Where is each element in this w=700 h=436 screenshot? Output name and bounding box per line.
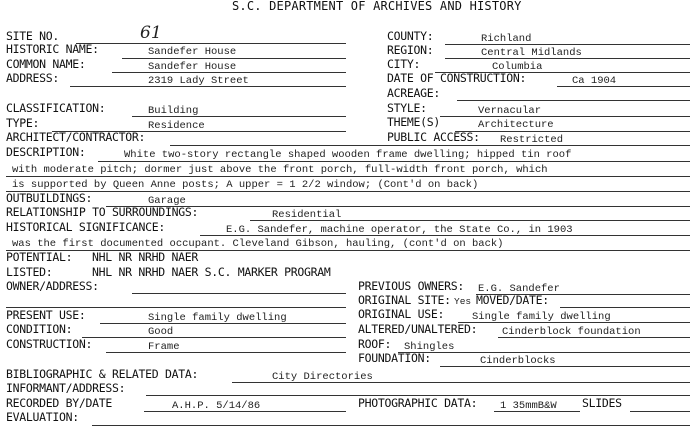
potential-options: NHL NR NRHD NAER — [92, 250, 198, 264]
common-name-value: Sandefer House — [148, 61, 237, 73]
historic-name-label: HISTORIC NAME: — [6, 42, 99, 56]
outbuildings-value: Garage — [148, 195, 186, 207]
style-line — [440, 116, 690, 117]
description-rule-2 — [6, 176, 690, 177]
relationship-label: RELATIONSHIP TO SURROUNDINGS: — [6, 205, 199, 219]
recorded-by-label: RECORDED BY/DATE — [6, 396, 112, 410]
foundation-line — [440, 366, 690, 367]
theme-label: THEME(S) — [387, 115, 440, 129]
date-of-construction-label: DATE OF CONSTRUCTION: — [387, 71, 527, 85]
roof-label: ROOF: — [358, 337, 392, 351]
description-rule-3 — [6, 191, 690, 192]
evaluation-line — [92, 425, 690, 426]
listed-options: NHL NR NRHD NAER S.C. MARKER PROGRAM — [92, 265, 331, 279]
present-use-value: Single family dwelling — [148, 312, 287, 324]
recorded-by-value: A.H.P. 5/14/86 — [172, 400, 261, 412]
region-line — [445, 58, 690, 59]
description-line-2: with moderate pitch; dormer just above the front porch, full-width front porch, which — [12, 164, 548, 176]
description-label: DESCRIPTION: — [6, 145, 86, 159]
photographic-data-label: PHOTOGRAPHIC DATA: — [358, 396, 478, 410]
historic-name-line — [122, 58, 346, 59]
owner-address-label: OWNER/ADDRESS: — [6, 279, 99, 293]
original-site-value: Yes — [454, 296, 472, 307]
public-access-value: Restricted — [500, 134, 564, 146]
owner-address-line — [132, 293, 346, 294]
acreage-line — [457, 100, 690, 101]
city-label: CITY: — [387, 57, 421, 71]
site-no-label: SITE NO. — [6, 29, 59, 43]
moved-date-label: MOVED/DATE: — [476, 293, 549, 307]
county-value: Richland — [481, 33, 532, 45]
original-use-value: Single family dwelling — [472, 311, 611, 323]
style-label: STYLE: — [387, 101, 427, 115]
original-site-label: ORIGINAL SITE: — [358, 293, 451, 307]
bibliographic-label: BIBLIOGRAPHIC & RELATED DATA: — [6, 367, 199, 381]
condition-value: Good — [148, 326, 174, 338]
roof-line — [398, 352, 690, 353]
outbuildings-label: OUTBUILDINGS: — [6, 191, 93, 205]
bibliographic-value: City Directories — [272, 371, 373, 383]
altered-label: ALTERED/UNALTERED: — [358, 322, 478, 336]
photographic-data-value: 1 35mmB&W — [500, 400, 557, 412]
region-label: REGION: — [387, 43, 434, 57]
description-line-3: is supported by Queen Anne posts; A upper = 1 2/2 window; (Cont'd on back) — [12, 179, 479, 191]
historical-significance-label: HISTORICAL SIGNIFICANCE: — [6, 220, 165, 234]
historical-significance-line-1: E.G. Sandefer, machine operator, the State Co., in 1903 — [226, 224, 573, 236]
county-line — [445, 44, 690, 45]
site-no-value: 61 — [140, 23, 162, 43]
acreage-label: ACREAGE: — [387, 86, 440, 100]
region-value: Central Midlands — [481, 47, 582, 59]
photographic-data-line — [494, 411, 580, 412]
informant-label: INFORMANT/ADDRESS: — [6, 381, 126, 395]
common-name-label: COMMON NAME: — [6, 57, 86, 71]
original-use-label: ORIGINAL USE: — [358, 307, 445, 321]
classification-line — [132, 116, 346, 117]
construction-line — [106, 352, 346, 353]
historical-significance-rule-1 — [200, 235, 690, 236]
public-access-label: PUBLIC ACCESS: — [387, 130, 480, 144]
theme-value: Architecture — [478, 119, 554, 131]
date-of-construction-value: Ca 1904 — [572, 75, 617, 87]
address-value: 2319 Lady Street — [148, 75, 249, 87]
slides-label: SLIDES — [582, 396, 622, 410]
form-header: S.C. DEPARTMENT OF ARCHIVES AND HISTORY — [232, 0, 522, 13]
type-label: TYPE: — [6, 116, 40, 130]
description-rule-1 — [98, 161, 690, 162]
county-label: COUNTY: — [387, 29, 434, 43]
previous-owners-label: PREVIOUS OWNERS: — [358, 279, 464, 293]
condition-label: CONDITION: — [6, 322, 73, 336]
classification-value: Building — [148, 105, 199, 117]
historical-significance-line-2: was the first documented occupant. Cleveland Gibson, hauling, (cont'd on back) — [12, 238, 504, 250]
description-line-1: White two-story rectangle shaped wooden frame dwelling; hipped tin roof — [124, 149, 572, 161]
classification-label: CLASSIFICATION: — [6, 101, 106, 115]
altered-value: Cinderblock foundation — [502, 326, 641, 338]
roof-value: Shingles — [404, 341, 455, 353]
relationship-value: Residential — [272, 209, 342, 221]
architect-label: ARCHITECT/CONTRACTOR: — [6, 130, 146, 144]
construction-label: CONSTRUCTION: — [6, 337, 93, 351]
slides-line — [630, 411, 690, 412]
theme-line — [455, 131, 690, 132]
construction-value: Frame — [148, 341, 180, 353]
type-value: Residence — [148, 120, 205, 132]
date-of-construction-line — [557, 86, 690, 87]
foundation-value: Cinderblocks — [480, 355, 556, 367]
address-line — [70, 86, 346, 87]
relationship-line — [250, 220, 690, 221]
foundation-label: FOUNDATION: — [358, 351, 431, 365]
recorded-by-line — [144, 411, 346, 412]
altered-line — [498, 337, 690, 338]
evaluation-label: EVALUATION: — [6, 410, 79, 424]
city-value: Columbia — [492, 61, 543, 73]
present-use-label: PRESENT USE: — [6, 308, 86, 322]
listed-label: LISTED: — [6, 265, 53, 279]
potential-label: POTENTIAL: — [6, 250, 73, 264]
previous-owners-value: E.G. Sandefer — [478, 283, 560, 295]
original-use-line — [458, 322, 690, 323]
architect-line — [170, 145, 690, 146]
condition-line — [82, 337, 346, 338]
moved-date-line — [560, 307, 690, 308]
site-no-line — [76, 43, 346, 44]
present-use-line — [100, 323, 346, 324]
address-label: ADDRESS: — [6, 71, 59, 85]
bibliographic-line — [232, 382, 690, 383]
common-name-line — [112, 72, 346, 73]
historic-name-value: Sandefer House — [148, 46, 237, 58]
style-value: Vernacular — [478, 105, 542, 117]
